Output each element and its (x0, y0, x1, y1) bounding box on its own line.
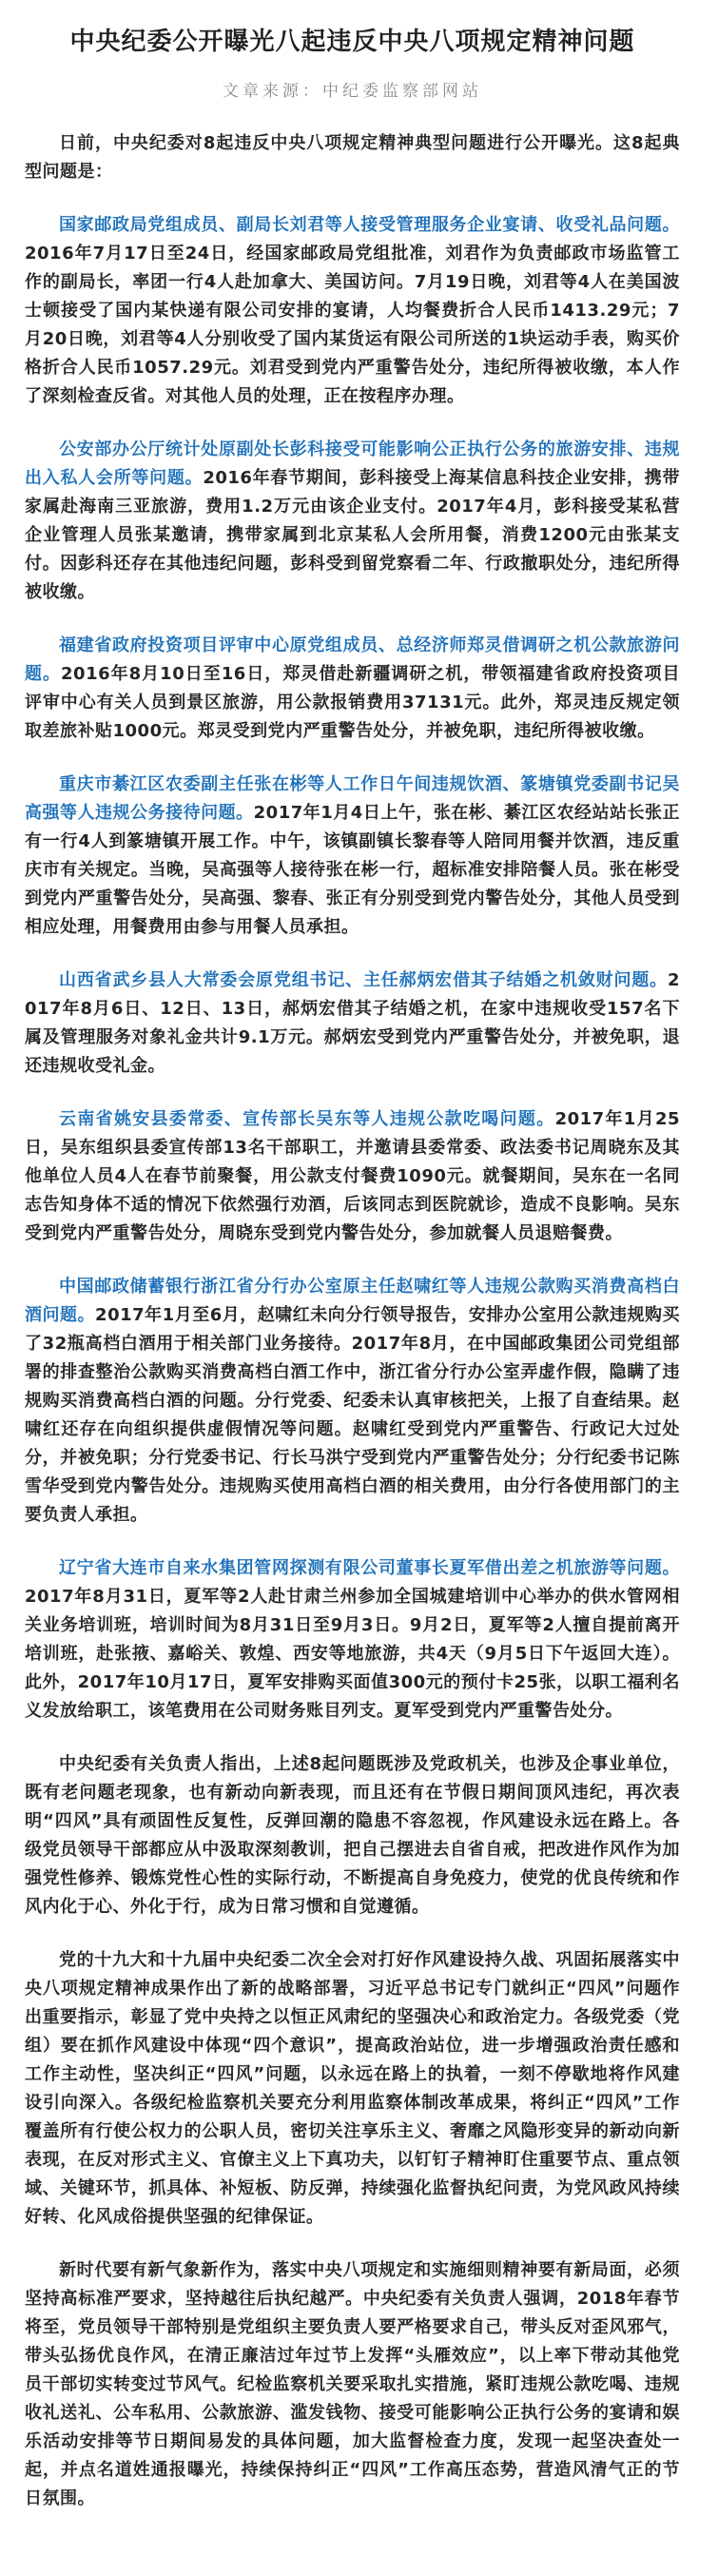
case-paragraph-3 (25, 632, 680, 746)
case-lead-6: 云南省姚安县委常委、宣传部长吴东等人违规公款吃喝问题。 (59, 1108, 555, 1129)
case-body-4: 2017年1月4日上午，张在彬、綦江区农经站站长张正有一行4人到篆塘镇开展工作。中午，该镇副镇长黎春等人陪同用餐并饮酒，违反重庆市有关规定。当晚，吴高强等人接待张在彬一行，超标准安排陪餐人员。张在彬受到党内严重警告处分，吴高强、黎春、张正有分别受到党内警告处分，其他人员受到相应处理，用餐费用由参与用餐人员承担。 (25, 802, 681, 937)
case-body-6: 2017年1月25日，吴东组织县委宣传部13名干部职工，并邀请县委常委、政法委书记周晓东及其他单位人员4人在春节前聚餐，用公款支付餐费1090元。就餐期间，吴东在一名同志告知身体不适的情况下依然强行劝酒，后该同志到医院就诊，造成不良影响。吴东受到党内严重警告处分，周晓东受到党内警告处分，参加就餐人员退赔餐费。 (25, 1108, 681, 1243)
case-lead-4: 重庆市綦江区农委副主任张在彬等人工作日午间违规饮酒、篆塘镇党委副书记吴高强等人违规公务接待问题。 (25, 773, 680, 823)
intro-paragraph: 日前，中央纪委对8起违反中央八项规定精神典型问题进行公开曝光。这8起典型问题是： (25, 132, 680, 182)
article-source: 文章来源：中纪委监察部网站 (223, 81, 482, 101)
case-paragraph-8 (25, 1554, 680, 1726)
case-paragraph-6 (25, 1105, 680, 1248)
case-body-8: 2017年8月31日，夏军等2人赴甘肃兰州参加全国城建培训中心举办的供水管网相关业务培训班，培训时间为8月31日至9月3日。9月2日，夏军等2人擅自提前离开培训班，赴张掖、嘉峪关、敦煌、西安等地旅游，共4天（9月5日下午返回大连）。此外，2017年10月17日，夏军安排购买面值300元的预付卡25张，以职工福利名义发放给职工，该笔费用在公司财务账目列支。夏军受到党内严重警告处分。 (25, 1586, 680, 1721)
page-title: 中央纪委公开曝光八起违反中央八项规定精神问题 (69, 28, 635, 56)
case-paragraph-1 (25, 211, 680, 411)
case-paragraph-7 (25, 1273, 680, 1530)
case-lead-3: 福建省政府投资项目评审中心原党组成员、总经济师郑灵借调研之机公款旅游问题。 (25, 634, 680, 684)
case-body-3: 2016年8月10日至16日，郑灵借赴新疆调研之机，带领福建省政府投资项目评审中心有关人员到景区旅游，用公款报销费用37131元。此外，郑灵违反规定领取差旅补贴1000元。郑灵受到党内严重警告处分，并被免职，违纪所得被收缴。 (25, 663, 681, 741)
case-body-1: 2016年7月17日至24日，经国家邮政局党组批准，刘君作为负责邮政市场监管工作的副局长，率团一行4人赴加拿大、美国访问。7月19日晚，刘君等4人在美国波士顿接受了国内某快递有限公司安排的宴请，人均餐费折合人民币1413.29元；7月20日晚，刘君等4人分别收受了国内某货运有限公司所送的1块运动手表，购买价格折合人民币1057.29元。刘君受到党内严重警告处分，违纪所得被收缴，本人作了深刻检查反省。对其他人员的处理，正在按程序办理。 (25, 243, 680, 406)
case-paragraph-4 (25, 771, 680, 942)
case-lead-7: 中国邮政储蓄银行浙江省分行办公室原主任赵啸红等人违规公款购买消费高档白酒问题。 (25, 1276, 680, 1325)
case-lead-5: 山西省武乡县人大常委会原党组书记、主任郝炳宏借其子结婚之机敛财问题。 (59, 969, 668, 990)
case-lead-1: 国家邮政局党组成员、副局长刘君等人接受管理服务企业宴请、收受礼品问题。 (59, 214, 680, 235)
case-body-7: 2017年1月至6月，赵啸红未向分行领导报告，安排办公室用公款违规购买了32瓶高档白酒用于相关部门业务接待。2017年8月，在中国邮政集团公司党组部署的排查整治公款购买消费高档白酒工作中，浙江省分行办公室弄虚作假，隐瞒了违规购买消费高档白酒的问题。分行党委、纪委未认真审核把关，上报了自查结果。赵啸红还存在向组织提供虚假情况等问题。赵啸红受到党内严重警告、行政记大过处分，并被免职；分行党委书记、行长马洪宁受到党内严重警告处分；分行纪委书记陈雪华受到党内警告处分。违规购买使用高档白酒的相关费用，由分行各使用部门的主要负责人承担。 (25, 1304, 680, 1525)
closing-paragraph-1: 中央纪委有关负责人指出，上述8起问题既涉及党政机关，也涉及企事业单位，既有老问题老现象，也有新动向新表现，而且还有在节假日期间顶风违纪，再次表明“四风”具有顽固性反复性，反弹回潮的隐患不容忽视，作风建设永远在路上。各级党员领导干部都应从中汲取深刻教训，把自己摆进去自省自戒，把改进作风作为加强党性修养、锻炼党性心性的实际行动，不断提高自身免疫力，使党的优良传统和作风内化于心、外化于行，成为日常习惯和自觉遵循。 (25, 1753, 680, 1917)
case-lead-2: 公安部办公厅统计处原副处长彭科接受可能影响公正执行公务的旅游安排、违规出入私人会所等问题。 (25, 439, 680, 488)
case-lead-8: 辽宁省大连市自来水集团管网探测有限公司董事长夏军借出差之机旅游等问题。 (59, 1557, 680, 1578)
case-body-2: 2016年春节期间，彭科接受上海某信息科技企业安排，携带家属赴海南三亚旅游，费用1.2万元由该企业支付。2017年4月，彭科接受某私营企业管理人员张某邀请，携带家属到北京某私人会所用餐，消费1200元由张某支付。因彭科还存在其他违纪问题，彭科受到留党察看二年、行政撤职处分，违纪所得被收缴。 (25, 467, 680, 602)
closing-paragraph-2: 党的十九大和十九届中央纪委二次全会对打好作风建设持久战、巩固拓展落实中央八项规定精神成果作出了新的战略部署，习近平总书记专门就纠正“四风”问题作出重要指示，彰显了党中央持之以恒正风肃纪的坚强决心和政治定力。各级党委（党组）要在抓作风建设中体现“四个意识”，提高政治站位，进一步增强政治责任感和工作主动性，坚决纠正“四风”问题，以永远在路上的执着，一刻不停歇地将作风建设引向深入。各级纪检监察机关要充分利用监察体制改革成果，将纠正“四风”工作覆盖所有行使公权力的公职人员，密切关注享乐主义、奢靡之风隐形变异的新动向新表现，在反对形式主义、官僚主义上下真功夫，以钉钉子精神盯住重要节点、重点领域、关键环节，抓具体、补短板、防反弹，持续强化监督执纪问责，为党风政风持续好转、化风成俗提供坚强的纪律保证。 (25, 1949, 680, 2227)
case-paragraph-5 (25, 966, 680, 1081)
case-paragraph-2 (25, 436, 680, 607)
case-body-5: 2017年8月6日、12日、13日，郝炳宏借其子结婚之机，在家中违规收受157名下属及管理服务对象礼金共计9.1万元。郝炳宏受到党内严重警告处分，并被免职，退还违规收受礼金。 (25, 969, 680, 1076)
closing-paragraph-3: 新时代要有新气象新作为，落实中央八项规定和实施细则精神要有新局面，必须坚持高标准严要求，坚持越往后执纪越严。中央纪委有关负责人强调，2018年春节将至，党员领导干部特别是党组织主要负责人要严格要求自己，带头反对歪风邪气，带头弘扬优良作风，在清正廉洁过年过节上发挥“头雁效应”，以上率下带动其他党员干部切实转变过节风气。纪检监察机关要采取扎实措施，紧盯违规公款吃喝、违规收礼送礼、公车私用、公款旅游、滥发钱物、接受可能影响公正执行公务的宴请和娱乐活动安排等节日期间易发的具体问题，加大监督检查力度，发现一起坚决查处一起，并点名道姓通报曝光，持续保持纠正“四风”工作高压态势，营造风清气正的节日氛围。 (25, 2259, 680, 2508)
